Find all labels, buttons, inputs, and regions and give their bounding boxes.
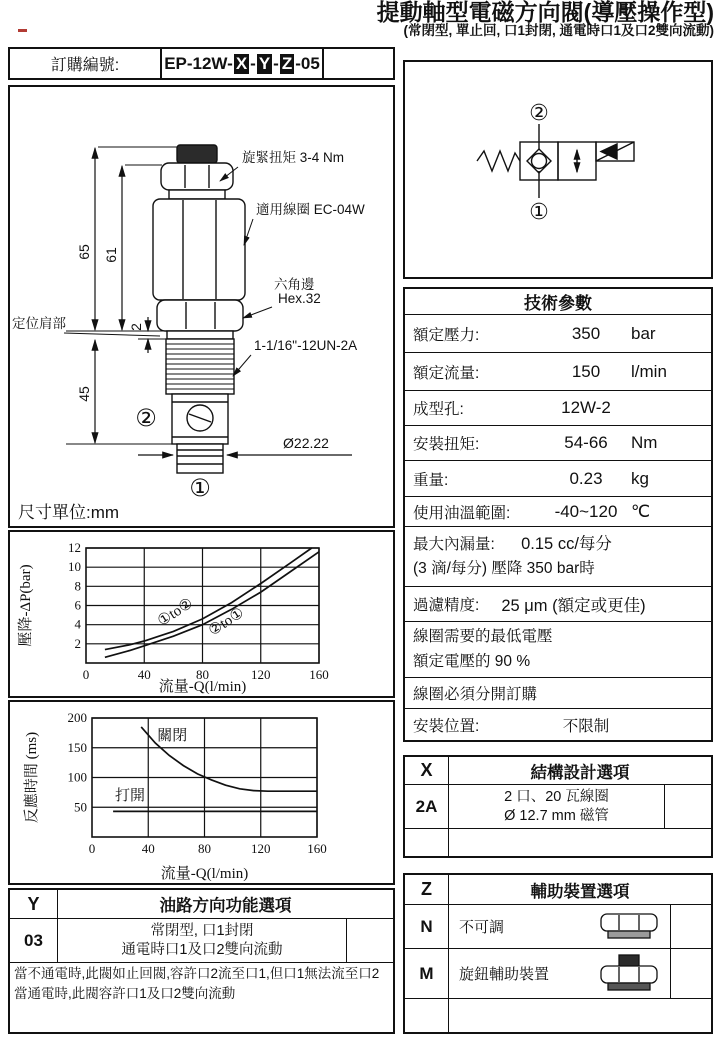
valve-shapes: [153, 145, 245, 473]
x-option-desc: [449, 785, 665, 828]
param-value: 不限制: [562, 717, 610, 735]
svg-text:0: 0: [88, 841, 96, 856]
page-title: 提動軸型電磁方向閥(導壓操作型): [376, 0, 714, 25]
hydraulic-symbol: [405, 62, 711, 277]
unit-note: 尺寸單位:mm: [18, 503, 120, 522]
callout-coil: 適用線圈 EC-04W: [256, 202, 365, 217]
param-unit: ℃: [631, 501, 651, 521]
param-label: 線圈必須分開訂購: [413, 686, 538, 703]
param-value: 54-66: [564, 433, 608, 452]
svg-text:160: 160: [307, 841, 327, 856]
y-option-code: 03: [10, 919, 58, 962]
callout-shoulder: 定位肩部: [12, 316, 66, 331]
x-table-title: 結構設計選項: [530, 763, 630, 782]
param-label: 重量:: [413, 471, 449, 489]
order-code-x: X: [235, 53, 248, 73]
knob-nut-icon: [598, 954, 660, 994]
param-value: 0.15 cc/每分: [521, 534, 612, 553]
svg-text:100: 100: [67, 769, 87, 785]
order-code: [160, 49, 324, 78]
z-option-row-n: [405, 905, 711, 949]
x-option-row: [405, 785, 711, 829]
x-axis-label: 流量-Q(l/min): [158, 679, 247, 695]
z-filler-key-cell: [405, 999, 449, 1032]
svg-text:80: 80: [198, 841, 211, 856]
order-code-sep: -: [273, 53, 279, 73]
y-option-table: [8, 888, 395, 1034]
param-value: 350: [571, 323, 601, 343]
param-label: 安裝位置:: [413, 717, 480, 735]
order-code-prefix: EP-12W-: [164, 53, 233, 73]
order-label: 訂購編號:: [50, 57, 120, 74]
x-filler-key-cell: [405, 829, 449, 856]
pressure-drop-chart: [10, 532, 393, 696]
y-axis-label: 壓降-ΔP(bar): [18, 564, 34, 647]
symbol-port1-label: ①: [529, 200, 549, 225]
param-label: 最大內漏量:: [413, 535, 495, 553]
x-option-desc-line1: 2 口、20 瓦線圈: [504, 788, 609, 805]
param-unit: Nm: [631, 433, 658, 452]
order-code-panel: [8, 47, 395, 80]
x-option-table: [403, 755, 713, 858]
x-option-desc-line2: Ø 12.7 mm 磁管: [504, 807, 609, 824]
param-value: 150: [571, 361, 601, 381]
z-option-label: 旋鈕輔助裝置: [459, 966, 550, 983]
tech-row-cavity: [405, 390, 711, 425]
series-label: 打開: [114, 788, 146, 805]
z-option-code: M: [405, 949, 449, 998]
z-option-filler: [671, 949, 711, 998]
x-option-filler: [665, 785, 711, 828]
x-table-key: X: [405, 757, 449, 784]
tech-row-torque: [405, 425, 711, 460]
tech-row-weight: [405, 460, 711, 496]
tech-row-pressure: [405, 314, 711, 352]
spring: [477, 151, 520, 171]
svg-text:40: 40: [141, 841, 155, 856]
svg-text:4: 4: [74, 616, 81, 632]
z-option-label: 不可調: [459, 919, 505, 936]
tech-row-filtration: [405, 586, 711, 621]
check-ball: [532, 154, 547, 169]
thread-section: [166, 339, 234, 394]
param-label: 過濾精度:: [413, 597, 480, 614]
series-label: 關閉: [157, 728, 188, 744]
title-block: [294, 0, 714, 38]
svg-text:150: 150: [67, 739, 87, 755]
y-option-desc-line1: 常閉型, 口1封閉: [150, 922, 254, 939]
param-label: 成型孔:: [413, 401, 464, 418]
nut-flange: [169, 190, 225, 199]
z-option-body: [449, 949, 671, 998]
z-option-filler: [671, 905, 711, 948]
param-value: 12W-2: [561, 398, 611, 417]
y-option-filler: [347, 919, 393, 962]
svg-text:2: 2: [74, 635, 81, 651]
adjust-nut: [161, 163, 233, 190]
z-option-table: [403, 873, 713, 1034]
response-time-chart-panel: [8, 700, 395, 885]
z-table-title: 輔助裝置選項: [530, 882, 630, 901]
y-table-note: [10, 963, 393, 1004]
param-value: 25 μm (額定或更佳): [501, 597, 646, 615]
param-value: 0.23: [569, 468, 603, 488]
red-mark: [18, 29, 27, 32]
svg-text:0: 0: [82, 667, 90, 682]
param-value: -40~120: [554, 501, 618, 521]
svg-text:12: 12: [68, 540, 81, 555]
tech-row-voltage: [405, 621, 711, 677]
param-unit: l/min: [631, 361, 667, 381]
x-table-header: [405, 757, 711, 785]
y-option-desc-line2: 通電時口1及口2雙向流動: [121, 941, 283, 958]
locating-shoulder: [167, 331, 233, 339]
x-table-filler-row: [405, 829, 711, 856]
hex-nut: [157, 300, 243, 331]
dim-45: 45: [76, 386, 92, 402]
hydraulic-symbol-panel: [403, 60, 713, 279]
symbol-port2-label: ②: [529, 101, 549, 126]
tech-title: 技術參數: [524, 294, 592, 313]
symbol-graphics: [477, 124, 634, 198]
dim-61: 61: [103, 247, 119, 263]
y-table-title: 油路方向功能選項: [159, 897, 292, 915]
order-code-z: Z: [281, 53, 293, 73]
param-unit: kg: [631, 468, 649, 488]
svg-text:200: 200: [67, 710, 87, 725]
series-label: ①to②: [154, 595, 197, 630]
dim-diameter: Ø22.22: [283, 435, 329, 451]
order-code-sep: -: [250, 53, 256, 73]
y-option-row: [10, 919, 393, 963]
z-option-row-m: [405, 949, 711, 999]
dim-65: 65: [76, 244, 92, 260]
z-filler-cell: [449, 999, 711, 1032]
x-axis-label: 流量-Q(l/min): [160, 866, 249, 882]
y-axis-label: 反應時間 (ms): [24, 731, 40, 824]
nut-icon: [598, 912, 660, 942]
tech-row-flow: [405, 352, 711, 390]
param-label: 使用油溫範圍:: [413, 504, 511, 522]
y-note-line2: 當通電時,此閥容許口1及口2雙向流動: [14, 985, 236, 1001]
param-note: 線圈需要的最低電壓: [413, 628, 553, 646]
param-note: (3 滴/每分) 壓降 350 bar時: [413, 560, 595, 578]
z-option-body: [449, 905, 671, 948]
dimension-drawing-panel: [8, 85, 395, 528]
svg-text:50: 50: [74, 799, 87, 815]
param-unit: bar: [631, 323, 656, 343]
tech-row-leakage: [405, 526, 711, 586]
svg-text:6: 6: [74, 597, 81, 613]
dim-2: 2: [128, 323, 144, 331]
z-table-key: Z: [405, 875, 449, 904]
pressure-drop-chart-panel: [8, 530, 395, 698]
svg-text:40: 40: [137, 667, 151, 682]
param-label: 額定流量:: [413, 364, 480, 382]
svg-text:120: 120: [251, 667, 271, 682]
tech-row-mounting: [405, 708, 711, 740]
y-table-key: Y: [10, 890, 58, 918]
callout-torque: 旋緊扭矩 3-4 Nm: [242, 150, 345, 165]
tech-row-temp: [405, 496, 711, 526]
svg-text:8: 8: [74, 578, 81, 594]
callout-hex-line2: Hex.32: [278, 291, 321, 306]
z-table-filler-row: [405, 999, 711, 1032]
order-filler: [324, 49, 393, 78]
y-note-line1: 當不通電時,此閥如止回閥,容許口2流至口1,但口1無法流至口2: [14, 966, 380, 981]
svg-text:120: 120: [251, 841, 271, 856]
tech-row-coil-order: [405, 677, 711, 708]
svg-text:160: 160: [309, 667, 329, 682]
tech-params-panel: [403, 287, 713, 742]
coil-body: [153, 199, 245, 300]
valve-drawing: [10, 87, 393, 499]
x-option-code: 2A: [405, 785, 449, 828]
order-code-suffix: -05: [295, 53, 320, 73]
knurled-cap: [177, 145, 217, 163]
order-code-y: Y: [258, 53, 271, 73]
svg-text:10: 10: [68, 559, 81, 575]
param-label: 額定壓力:: [413, 326, 480, 344]
x-filler-cell: [449, 829, 711, 856]
z-table-header: [405, 875, 711, 905]
callout-thread: 1-1/16"-12UN-2A: [254, 338, 358, 353]
drawing-port1-label: ①: [189, 474, 211, 499]
svg-text:80: 80: [196, 667, 209, 682]
y-table-header: [10, 890, 393, 919]
y-option-desc: [58, 919, 347, 962]
valve-nose: [177, 444, 223, 473]
callout-hex-line1: 六角邊: [274, 277, 315, 292]
drawing-port2-label: ②: [135, 404, 157, 432]
page-subtitle: (常閉型, 單止回, 口1封閉, 通電時口1及口2雙向流動): [403, 23, 714, 39]
param-label: 安裝扭矩:: [413, 436, 480, 453]
series-label: ②to①: [205, 605, 248, 640]
response-time-chart: [10, 702, 393, 883]
z-option-code: N: [405, 905, 449, 948]
param-note: 額定電壓的 90 %: [413, 652, 531, 670]
